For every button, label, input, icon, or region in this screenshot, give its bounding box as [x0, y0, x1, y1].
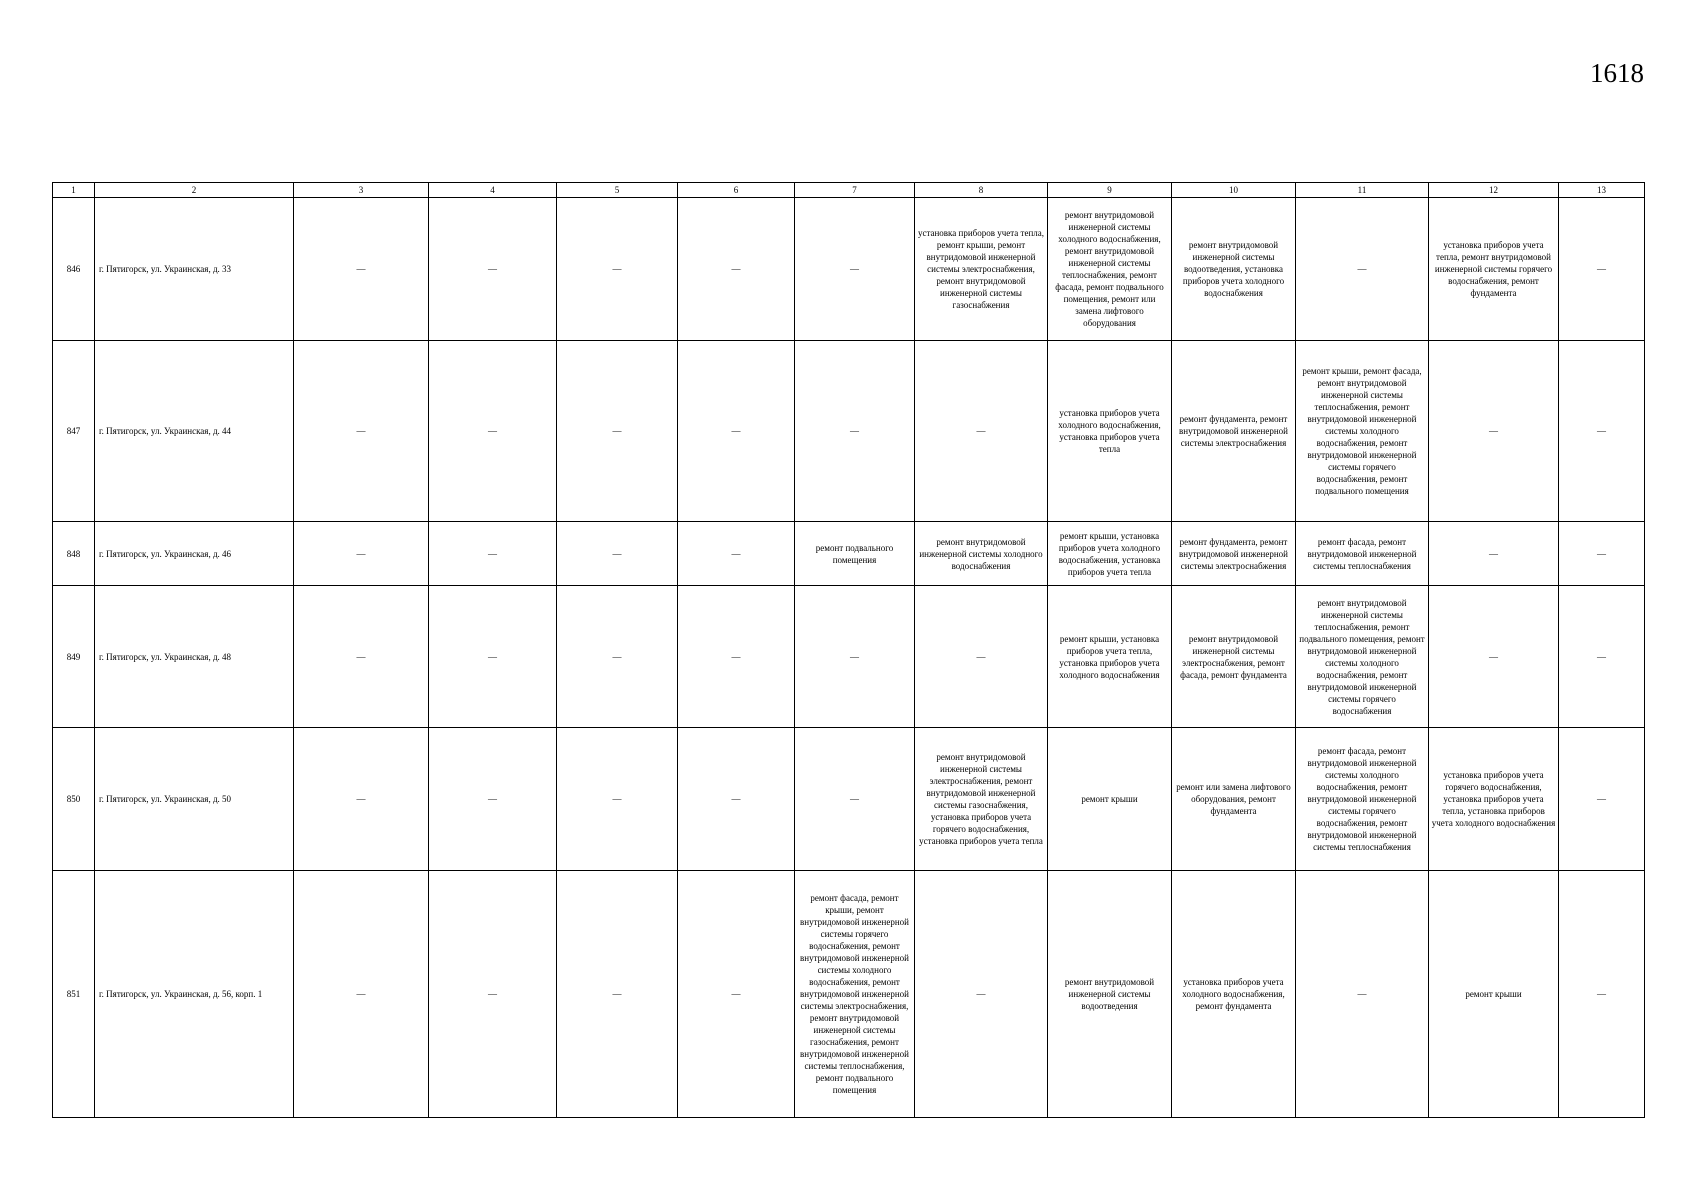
- cell-text: ремонт внутридомовой инженерной системы водоотведения, установка приборов учета холодного водоснабжения: [1182, 240, 1285, 298]
- empty-dash: —: [488, 989, 497, 999]
- empty-dash: —: [976, 651, 986, 662]
- work-cell: [294, 871, 429, 1118]
- table-row: [53, 728, 1645, 871]
- column-header: 2: [95, 183, 294, 198]
- cell-text: 848: [66, 548, 81, 559]
- empty-dash: —: [612, 548, 622, 559]
- empty-dash: —: [731, 426, 741, 436]
- work-cell: [294, 522, 429, 586]
- cell-text: ремонт фасада, ремонт внутридомовой инженерной системы холодного водоснабжения, ремонт внутридомовой инженерной системы горячего водоснабжения, ремонт внутридомовой инженерной системы теплоснабжения: [1307, 746, 1417, 852]
- empty-dash: —: [731, 989, 741, 999]
- cell-text: 846: [66, 264, 81, 274]
- work-cell: [429, 341, 557, 522]
- empty-dash: —: [1597, 548, 1606, 559]
- work-cell: [1429, 341, 1559, 522]
- empty-dash: —: [1597, 794, 1606, 804]
- empty-dash: —: [1489, 651, 1498, 662]
- work-cell: [795, 198, 915, 341]
- table-row: [53, 586, 1645, 728]
- work-cell: [795, 728, 915, 871]
- cell-text: установка приборов учета тепла, ремонт крыши, ремонт внутридомовой инженерной системы электроснабжения, ремонт внутридомовой инженерной системы газоснабжения: [917, 228, 1045, 310]
- work-cell: [915, 871, 1048, 1118]
- empty-dash: —: [731, 548, 741, 559]
- row-number: [53, 586, 95, 728]
- work-cell: [1559, 871, 1645, 1118]
- empty-dash: —: [1597, 651, 1606, 662]
- column-header: 6: [678, 183, 795, 198]
- work-cell: [1172, 728, 1296, 871]
- work-cell: [1172, 522, 1296, 586]
- cell-text: г. Пятигорск, ул. Украинская, д. 33: [99, 264, 232, 274]
- work-cell: [429, 871, 557, 1118]
- work-cell: [1559, 522, 1645, 586]
- work-cell: [1048, 586, 1172, 728]
- empty-dash: —: [356, 264, 366, 274]
- empty-dash: —: [731, 651, 741, 662]
- work-cell: [1048, 728, 1172, 871]
- empty-dash: —: [1489, 548, 1498, 559]
- address-cell: [95, 198, 294, 341]
- row-number: [53, 198, 95, 341]
- work-cell: [1172, 586, 1296, 728]
- cell-text: ремонт фасада, ремонт внутридомовой инженерной системы теплоснабжения: [1307, 536, 1417, 571]
- empty-dash: —: [850, 651, 859, 662]
- column-header: 9: [1048, 183, 1172, 198]
- column-header: 8: [915, 183, 1048, 198]
- empty-dash: —: [356, 794, 366, 804]
- empty-dash: —: [612, 426, 622, 436]
- work-cell: [1172, 198, 1296, 341]
- work-cell: [915, 522, 1048, 586]
- cell-text: ремонт крыши, ремонт фасада, ремонт внутридомовой инженерной системы теплоснабжения, ремонт внутридомовой инженерной системы холодного водоснабжения, ремонт внутридомовой инженерной системы горячего водоснабжения, ремонт подвального помещения: [1302, 366, 1422, 496]
- address-cell: [95, 586, 294, 728]
- empty-dash: —: [731, 264, 741, 274]
- empty-dash: —: [850, 794, 859, 804]
- empty-dash: —: [850, 426, 859, 436]
- work-cell: [678, 198, 795, 341]
- column-header: 11: [1296, 183, 1429, 198]
- empty-dash: —: [356, 651, 366, 662]
- empty-dash: —: [976, 426, 986, 436]
- empty-dash: —: [612, 651, 622, 662]
- row-number: [53, 728, 95, 871]
- empty-dash: —: [356, 989, 366, 999]
- work-cell: [1559, 728, 1645, 871]
- column-header: 12: [1429, 183, 1559, 198]
- empty-dash: —: [488, 794, 497, 804]
- cell-text: 849: [66, 651, 81, 662]
- work-cell: [795, 522, 915, 586]
- address-cell: [95, 522, 294, 586]
- empty-dash: —: [850, 264, 859, 274]
- cell-text: ремонт крыши, установка приборов учета тепла, установка приборов учета холодного водоснабжения: [1059, 633, 1160, 680]
- work-cell: [1296, 871, 1429, 1118]
- work-cell: [1429, 871, 1559, 1118]
- work-cell: [429, 728, 557, 871]
- cell-text: ремонт крыши: [1465, 989, 1522, 999]
- empty-dash: —: [731, 794, 741, 804]
- work-cell: [557, 522, 678, 586]
- cell-text: ремонт или замена лифтового оборудования, ремонт фундамента: [1176, 782, 1291, 816]
- empty-dash: —: [488, 548, 497, 559]
- row-number: [53, 341, 95, 522]
- cell-text: г. Пятигорск, ул. Украинская, д. 44: [99, 426, 232, 436]
- cell-text: ремонт внутридомовой инженерной системы электроснабжения, ремонт внутридомовой инженерной системы газоснабжения, установка приборов учета горячего водоснабжения, установка приборов учета тепла: [919, 752, 1043, 846]
- work-cell: [1048, 341, 1172, 522]
- row-number: [53, 871, 95, 1118]
- work-cell: [1429, 586, 1559, 728]
- row-number: [53, 522, 95, 586]
- empty-dash: —: [612, 989, 622, 999]
- work-cell: [1172, 341, 1296, 522]
- cell-text: ремонт фундамента, ремонт внутридомовой инженерной системы электроснабжения: [1179, 414, 1288, 448]
- cell-text: ремонт внутридомовой инженерной системы теплоснабжения, ремонт подвального помещения, ремонт внутридомовой инженерной системы холодного водоснабжения, ремонт внутридомовой инженерной системы горячего водоснабжения: [1299, 597, 1425, 716]
- empty-dash: —: [356, 548, 366, 559]
- work-cell: [678, 586, 795, 728]
- cell-text: г. Пятигорск, ул. Украинская, д. 48: [99, 651, 232, 662]
- cell-text: 851: [66, 989, 81, 999]
- work-cell: [1296, 341, 1429, 522]
- work-cell: [429, 586, 557, 728]
- column-header: 5: [557, 183, 678, 198]
- work-cell: [557, 341, 678, 522]
- address-cell: [95, 871, 294, 1118]
- column-header: 10: [1172, 183, 1296, 198]
- works-table: [52, 182, 1645, 1118]
- empty-dash: —: [1597, 264, 1606, 274]
- column-header: 7: [795, 183, 915, 198]
- work-cell: [795, 871, 915, 1118]
- table-row: [53, 871, 1645, 1118]
- column-header: 4: [429, 183, 557, 198]
- empty-dash: —: [612, 264, 622, 274]
- work-cell: [429, 198, 557, 341]
- work-cell: [915, 341, 1048, 522]
- work-cell: [1048, 198, 1172, 341]
- work-cell: [557, 586, 678, 728]
- work-cell: [678, 728, 795, 871]
- empty-dash: —: [1597, 989, 1606, 999]
- cell-text: ремонт внутридомовой инженерной системы холодного водоснабжения: [919, 536, 1043, 571]
- work-cell: [915, 728, 1048, 871]
- work-cell: [1559, 341, 1645, 522]
- cell-text: г. Пятигорск, ул. Украинская, д. 50: [99, 794, 232, 804]
- column-header: 1: [53, 183, 95, 198]
- work-cell: [915, 198, 1048, 341]
- table-row: [53, 522, 1645, 586]
- work-cell: [795, 586, 915, 728]
- cell-text: ремонт фундамента, ремонт внутридомовой инженерной системы электроснабжения: [1179, 536, 1288, 571]
- work-cell: [1172, 871, 1296, 1118]
- header-row: [53, 183, 1645, 198]
- cell-text: ремонт внутридомовой инженерной системы электроснабжения, ремонт фасада, ремонт фундамента: [1180, 633, 1287, 680]
- column-header: 3: [294, 183, 429, 198]
- work-cell: [1429, 522, 1559, 586]
- cell-text: ремонт внутридомовой инженерной системы водоотведения: [1064, 977, 1155, 1011]
- empty-dash: —: [1357, 264, 1367, 274]
- work-cell: [429, 522, 557, 586]
- work-cell: [1296, 198, 1429, 341]
- cell-text: ремонт фасада, ремонт крыши, ремонт внутридомовой инженерной системы горячего водоснабжения, ремонт внутридомовой инженерной системы холодного водоснабжения, ремонт внутридомовой инженерной системы электроснабжения, ремонт внутридомовой инженерной системы газоснабжения, ремонт внутридомовой инженерной системы теплоснабжения, ремонт подвального помещения: [800, 893, 909, 1095]
- work-cell: [294, 586, 429, 728]
- cell-text: установка приборов учета холодного водоснабжения, ремонт фундамента: [1182, 977, 1285, 1011]
- empty-dash: —: [612, 794, 622, 804]
- work-cell: [294, 728, 429, 871]
- work-cell: [1429, 198, 1559, 341]
- work-cell: [1048, 522, 1172, 586]
- cell-text: установка приборов учета тепла, ремонт внутридомовой инженерной системы горячего водоснабжения, ремонт фундамента: [1434, 240, 1553, 298]
- empty-dash: —: [488, 264, 497, 274]
- page-number: 1618: [1590, 58, 1644, 88]
- address-cell: [95, 728, 294, 871]
- cell-text: установка приборов учета горячего водоснабжения, установка приборов учета тепла, установка приборов учета холодного водоснабжения: [1431, 770, 1556, 828]
- work-cell: [1296, 586, 1429, 728]
- work-cell: [678, 871, 795, 1118]
- empty-dash: —: [976, 989, 986, 999]
- work-cell: [1048, 871, 1172, 1118]
- work-cell: [294, 198, 429, 341]
- cell-text: ремонт крыши: [1081, 794, 1138, 804]
- work-cell: [557, 871, 678, 1118]
- work-cell: [557, 198, 678, 341]
- empty-dash: —: [356, 426, 366, 436]
- cell-text: 847: [66, 426, 81, 436]
- work-cell: [915, 586, 1048, 728]
- work-cell: [1559, 198, 1645, 341]
- work-cell: [1429, 728, 1559, 871]
- address-cell: [95, 341, 294, 522]
- work-cell: [795, 341, 915, 522]
- table-row: [53, 198, 1645, 341]
- work-cell: [1296, 728, 1429, 871]
- work-cell: [678, 341, 795, 522]
- work-cell: [678, 522, 795, 586]
- cell-text: г. Пятигорск, ул. Украинская, д. 46: [99, 548, 232, 559]
- work-cell: [294, 341, 429, 522]
- empty-dash: —: [1357, 989, 1367, 999]
- empty-dash: —: [488, 651, 497, 662]
- work-cell: [557, 728, 678, 871]
- cell-text: установка приборов учета холодного водоснабжения, установка приборов учета тепла: [1058, 408, 1161, 454]
- column-header: 13: [1559, 183, 1645, 198]
- work-cell: [1296, 522, 1429, 586]
- cell-text: ремонт крыши, установка приборов учета холодного водоснабжения, установка приборов учета тепла: [1058, 530, 1161, 577]
- table-row: [53, 341, 1645, 522]
- empty-dash: —: [1597, 426, 1606, 436]
- cell-text: ремонт внутридомовой инженерной системы холодного водоснабжения, ремонт внутридомовой инженерной системы теплоснабжения, ремонт фасада, ремонт подвального помещения, ремонт или замена лифтового оборудования: [1055, 210, 1164, 328]
- work-cell: [1559, 586, 1645, 728]
- cell-text: 850: [66, 794, 81, 804]
- empty-dash: —: [488, 426, 497, 436]
- empty-dash: —: [1489, 426, 1498, 436]
- cell-text: ремонт подвального помещения: [815, 542, 894, 565]
- cell-text: г. Пятигорск, ул. Украинская, д. 56, корп. 1: [99, 989, 263, 999]
